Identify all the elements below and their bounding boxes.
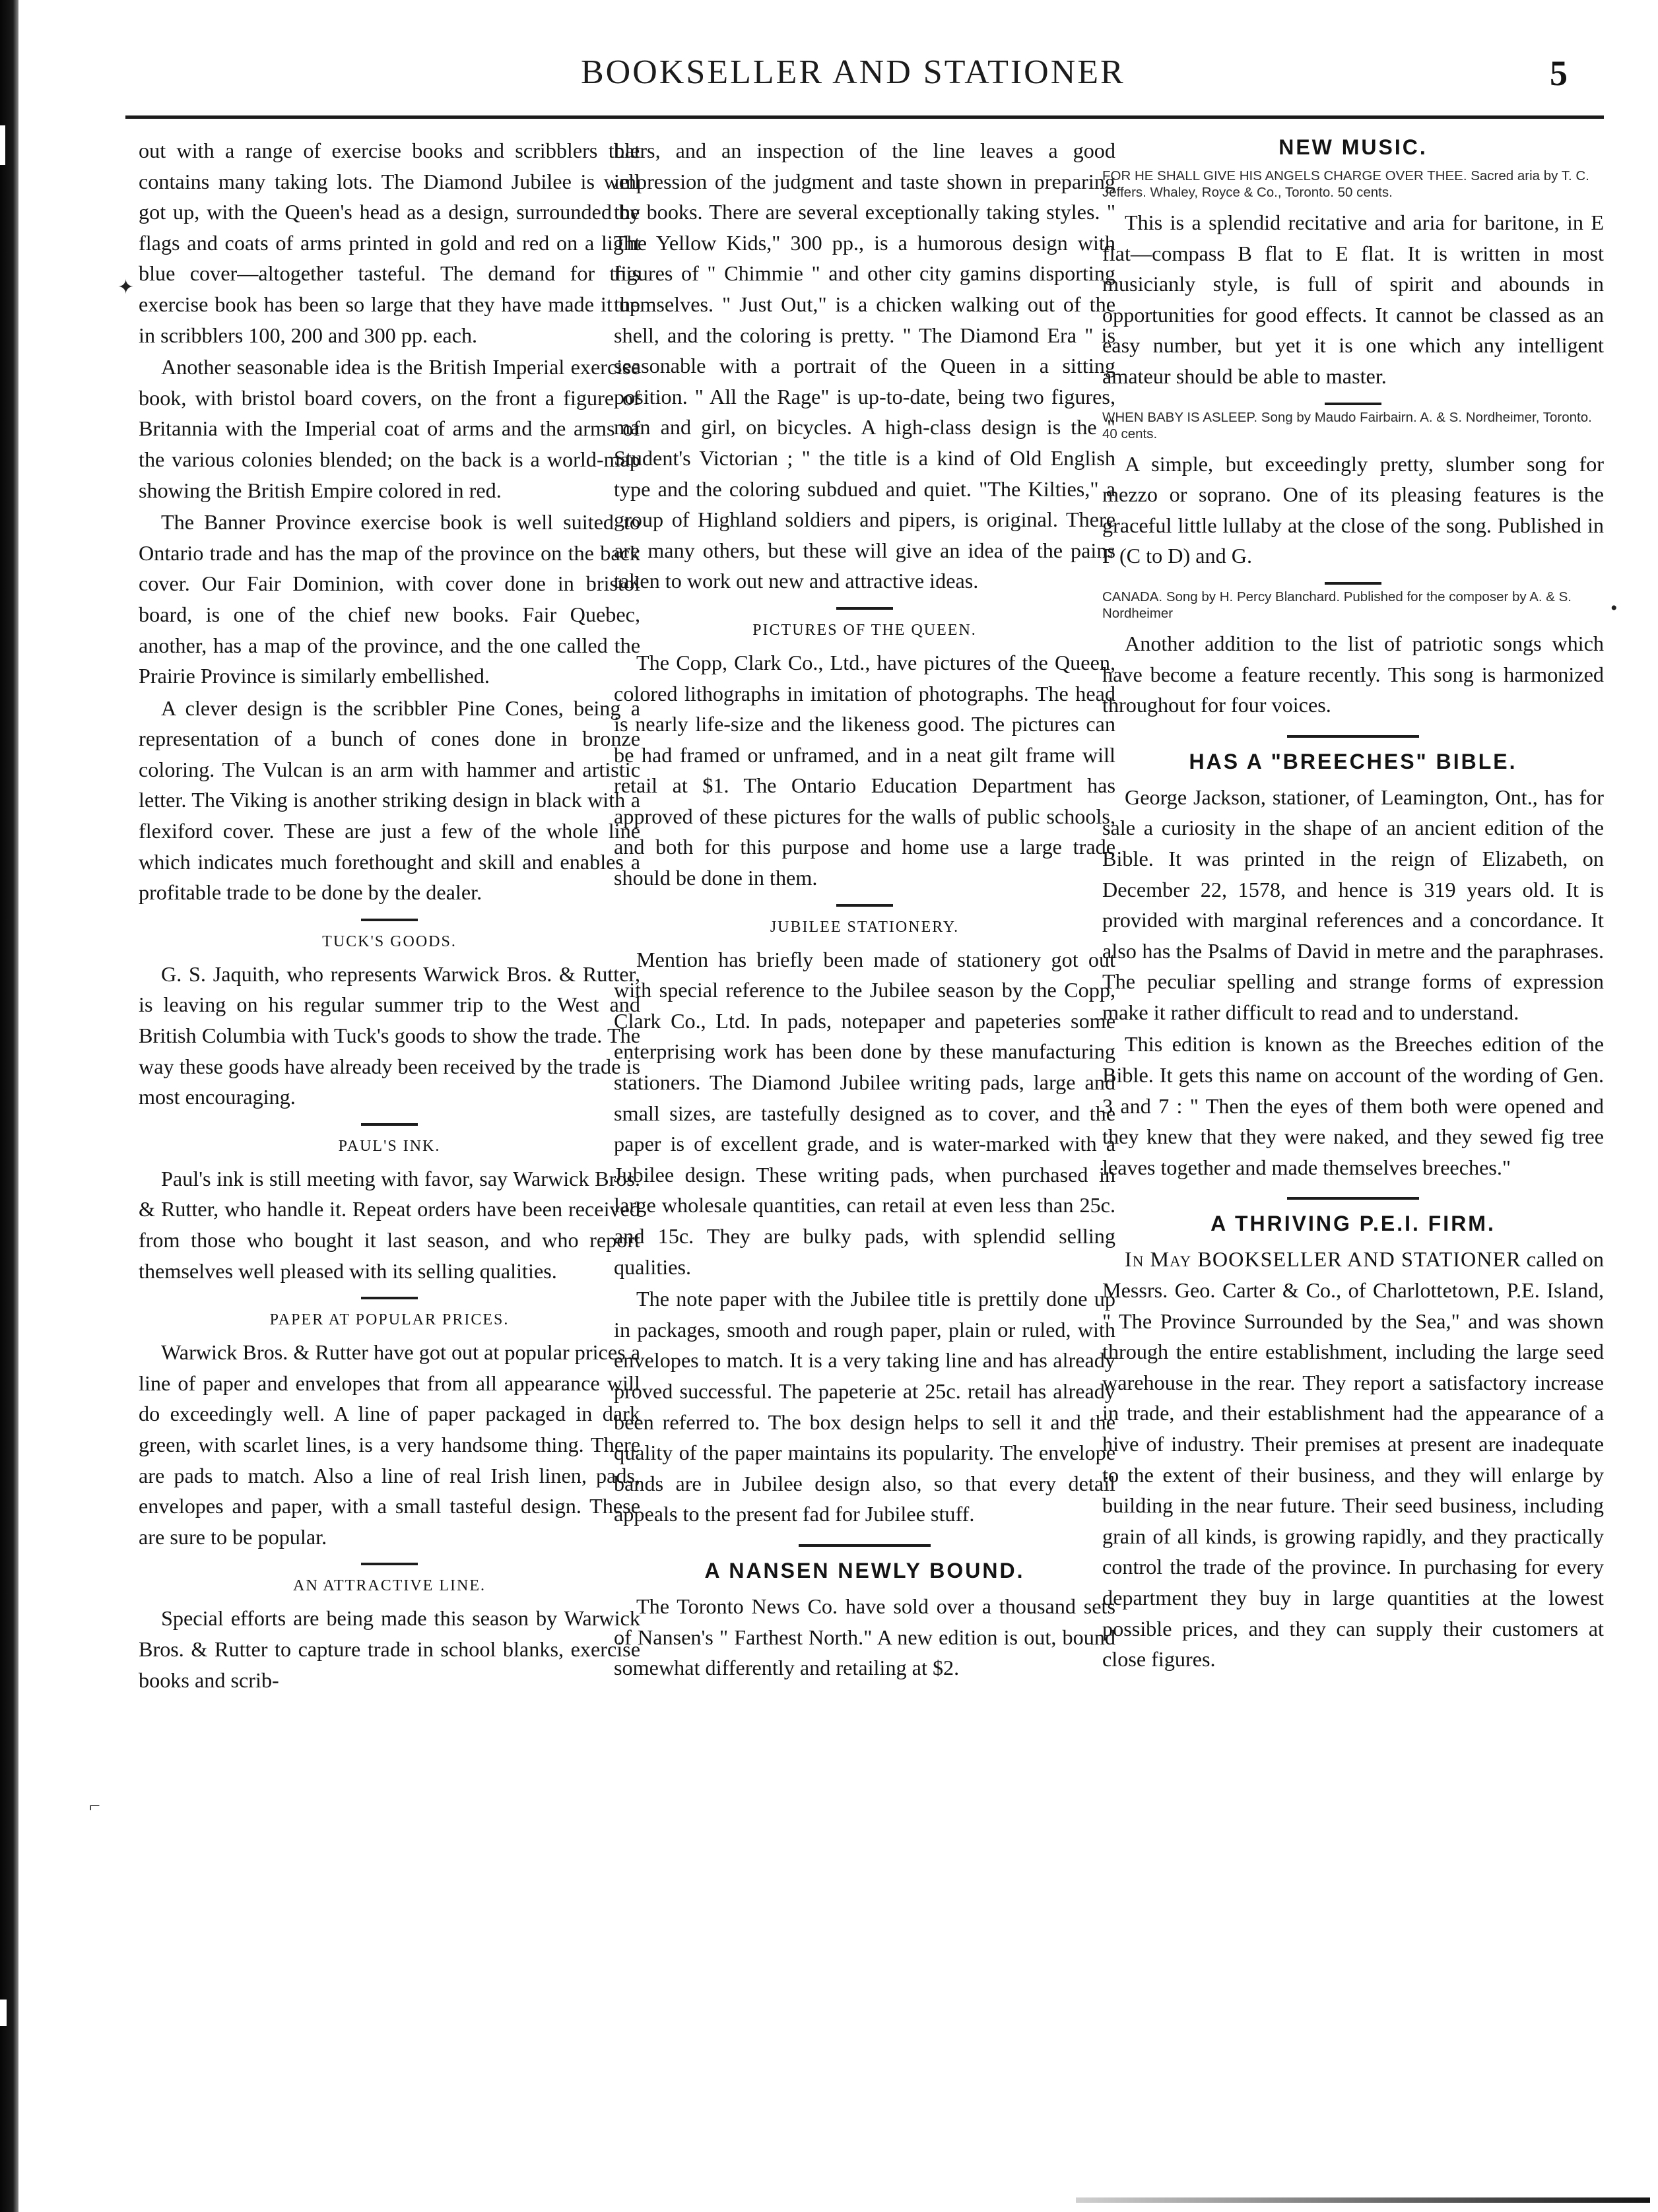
article-text: called on Messrs. Geo. Carter & Co., of Charlottetown, P.E. Island, " The Province Surrounded by the Sea," and was shown through the entire establishment, including the large seed warehouse in the rear. They report a satisfactory increase in trade, and their establishment had the appearance of a hive of industry. Their premises at present are inadequate to the extent of their business, and they will enlarge by building in the near future. Their seed business, including grain of all kinds, is growing rapidly, and they practically control the trade of the province. In purchasing for every department they buy in large quantities at the lowest possible prices, and they can supply their customers at close figures. bbox=[1102, 1247, 1604, 1672]
article-paragraph: This edition is known as the Breeches edition of the Bible. It gets this name on account of the wording of Gen. 3 and 7 : " Then the eyes of them both were opened and they knew that they were naked, and they sewed fig tree leaves together and made themselves breeches." bbox=[1102, 1032, 1604, 1179]
binding-gap bbox=[0, 2000, 7, 2026]
page-number: 5 bbox=[1550, 53, 1568, 93]
article-paragraph: The Banner Province exercise book is well suited to Ontario trade and has the map of the province on the back cover. Our Fair Dominion, with cover done in bristol board, is one of the chief new books. Fair Quebec, another, has a map of the province, and the one called the Prairie Province is similarly embellished. bbox=[139, 510, 640, 688]
section-divider bbox=[836, 607, 893, 610]
column-1 bbox=[139, 135, 640, 1695]
margin-dot-icon: • bbox=[1610, 597, 1618, 619]
section-heading: PAUL'S INK. bbox=[338, 1137, 441, 1155]
section-divider bbox=[361, 1297, 418, 1299]
music-credit: FOR HE SHALL GIVE HIS ANGELS CHARGE OVER THEE. Sacred aria by T. C. Jeffers. Whaley, Royce & Co., Toronto. 50 cents. bbox=[1102, 168, 1589, 200]
music-credit: WHEN BABY IS ASLEEP. Song by Maudo Fairbairn. A. & S. Nordheimer, Toronto. 40 cents. bbox=[1102, 409, 1592, 441]
article-paragraph: The Copp, Clark Co., Ltd., have pictures of the Queen, colored lithographs in imitation of photographs. The head is nearly life-size and the likeness good. The pictures can be had framed or unframed, and in a neat gilt frame will retail at $1. The Ontario Education Department has approved of these pictures for the walls of public schools, and both for this purpose and home use a large trade should be done in them. bbox=[614, 650, 1115, 890]
article-paragraph: George Jackson, stationer, of Leamington, Ont., has for sale a curiosity in the shape of an ancient edition of the Bible. It was printed in the reign of Elizabeth, on December 22, 1578, and hence is 319 years old. It is provided with marginal references and a concordance. It also has the Psalms of David in metre and the paraphrases. The peculiar spelling and strange forms of expression make it rather difficult to read and to understand. bbox=[1102, 785, 1604, 1024]
article-heading: A NANSEN NEWLY BOUND. bbox=[704, 1558, 1025, 1582]
article-paragraph: Mention has briefly been made of stationery got out with special reference to the Jubilee season by the Copp, Clark Co., Ltd. In pads, notepaper and papeteries some enterprising work has been done by these manufacturing stationers. The Diamond Jubilee writing pads, large and small sizes, are tastefully designed as to cover, and the paper is of excellent grade, and is water-marked with a Jubilee design. These writing pads, when purchased in large wholesale quantities, can retail at even less than 25c. and 15c. They are bulky pads, with splendid selling qualities. bbox=[614, 947, 1115, 1279]
article-paragraph: A clever design is the scribbler Pine Cones, being a representation of a bunch of cones done in bronze coloring. The Vulcan is an arm with hammer and artistic letter. The Viking is another striking design in black with a flexiford cover. These are just a few of the whole line which indicates much forethought and skill and enables a profitable trade to be done by the dealer. bbox=[139, 696, 640, 905]
section-heading: TUCK'S GOODS. bbox=[322, 932, 457, 950]
article-heading: NEW MUSIC. bbox=[1278, 135, 1428, 159]
article-paragraph: Another seasonable idea is the British Imperial exercise book, with bristol board covers, on the front a figure of Britannia with the Imperial coat of arms and the arms of the various colonies blended; on the back is a world-map showing the British Empire colored in red. bbox=[139, 355, 640, 502]
section-divider bbox=[836, 904, 893, 907]
binding-edge bbox=[0, 0, 18, 2212]
page-bottom-edge bbox=[1076, 2197, 1650, 2203]
article-paragraph: G. S. Jaquith, who represents Warwick Bros. & Rutter, is leaving on his regular summer trip to the West and British Columbia with Tuck's goods to show the trade. The way these goods have already been received by the trade is most encouraging. bbox=[139, 961, 640, 1109]
article-paragraph: Paul's ink is still meeting with favor, say Warwick Bros. & Rutter, who handle it. Repeat orders have been received from those who bought it last season, and who report themselves well pleased with its selling qualities. bbox=[139, 1166, 640, 1283]
section-divider bbox=[1287, 735, 1419, 738]
section-divider bbox=[1325, 582, 1381, 585]
article-paragraph: Warwick Bros. & Rutter have got out at popular prices a line of paper and envelopes that from all appearance will do exceedingly well. A line of paper packaged in dark green, with scarlet lines, is a very handsome thing. There are pads to match. Also a line of real Irish linen, pads, envelopes and paper, with a small tasteful design. These are sure to be popular. bbox=[139, 1340, 640, 1549]
section-divider bbox=[361, 919, 418, 921]
music-credit: CANADA. Song by H. Percy Blanchard. Published for the composer by A. & S. Nordheimer bbox=[1102, 589, 1572, 621]
section-divider bbox=[799, 1544, 931, 1547]
column-2 bbox=[614, 135, 1115, 1683]
header-rule bbox=[125, 115, 1604, 119]
section-heading: PAPER AT POPULAR PRICES. bbox=[269, 1311, 510, 1329]
article-heading: HAS A "BREECHES" BIBLE. bbox=[1189, 749, 1517, 773]
margin-mark-icon: ⌐ bbox=[89, 1795, 100, 1817]
section-heading: JUBILEE STATIONERY. bbox=[770, 918, 960, 936]
page-header bbox=[0, 53, 1658, 106]
margin-mark-icon: ✦ bbox=[117, 276, 135, 298]
article-paragraph: The note paper with the Jubilee title is prettily done up in packages, smooth and rough paper, plain or ruled, with envelopes to match. It is a very taking line and has already proved successful. The papeterie at 25c. retail has already been referred to. The box design helps to sell it and the quality of the paper maintains its popularity. The envelope bands are in Jubilee design also, so that every detail appeals to the present fad for Jubilee stuff. bbox=[614, 1287, 1115, 1526]
running-head: BOOKSELLER AND STATIONER bbox=[581, 53, 1125, 91]
section-heading: AN ATTRACTIVE LINE. bbox=[293, 1577, 486, 1595]
article-paragraph: Another addition to the list of patriotic songs which have become a feature recently. This song is harmonized throughout for four voices. bbox=[1102, 631, 1604, 717]
article-paragraph: The Toronto News Co. have sold over a thousand sets of Nansen's " Farthest North." A new edition is out, bound somewhat differently and retailing at $2. bbox=[614, 1594, 1115, 1680]
article-heading: A THRIVING P.E.I. FIRM. bbox=[1210, 1212, 1496, 1236]
article-paragraph: This is a splendid recitative and aria for baritone, in E flat—compass B flat to E flat. It is written in most musicianly style, is full of spirit and abounds in opportunities for good effects. It cannot be classed as an easy number, but yet it is one which any intelligent amateur should be able to master. bbox=[1102, 211, 1604, 388]
article-paragraph: out with a range of exercise books and scribblers that contains many taking lots. The Diamond Jubilee is well got up, with the Queen's head as a design, surrounded by flags and coats of arms printed in gold and red on a light blue cover—altogether tasteful. The demand for this exercise book has been so large that they have made it up in scribblers 100, 200 and 300 pp. each. bbox=[139, 139, 640, 347]
section-divider bbox=[1287, 1197, 1419, 1200]
section-heading: PICTURES OF THE QUEEN. bbox=[752, 621, 977, 639]
column-3 bbox=[1102, 135, 1604, 1675]
section-divider bbox=[361, 1563, 418, 1565]
binding-gap bbox=[0, 125, 5, 165]
section-divider bbox=[1325, 403, 1381, 405]
article-paragraph: A simple, but exceedingly pretty, slumber song for mezzo or soprano. One of its pleasing features is the graceful little lullaby at the close of the song. Published in F (C to D) and G. bbox=[1102, 451, 1604, 568]
publication-name: In May BOOKSELLER AND STATIONER bbox=[1125, 1247, 1521, 1272]
section-divider bbox=[361, 1123, 418, 1126]
article-paragraph: Special efforts are being made this season by Warwick Bros. & Rutter to capture trade in school blanks, exercise books and scrib- bbox=[139, 1606, 640, 1692]
article-paragraph: blers, and an inspection of the line leaves a good impression of the judgment and taste shown in preparing the books. There are several exceptionally taking styles. " The Yellow Kids," 300 pp., is a humorous design with figures of " Chimmie " and other city gamins disporting themselves. " Just Out," is a chicken walking out of the shell, and the coloring is pretty. " The Diamond Era " is seasonable with a portrait of the Queen in a sitting position. " All the Rage" is up-to-date, being two figures, man and girl, on bicycles. A high-class design is the " Student's Victorian ; " the title is a kind of Old English type and the coloring subdued and quiet. "The Kilties," a group of Highland soldiers and pipers, is original. There are many others, but these will give an idea of the pains taken to work out new and attractive ideas. bbox=[614, 139, 1115, 593]
article-paragraph bbox=[1102, 1244, 1604, 1674]
